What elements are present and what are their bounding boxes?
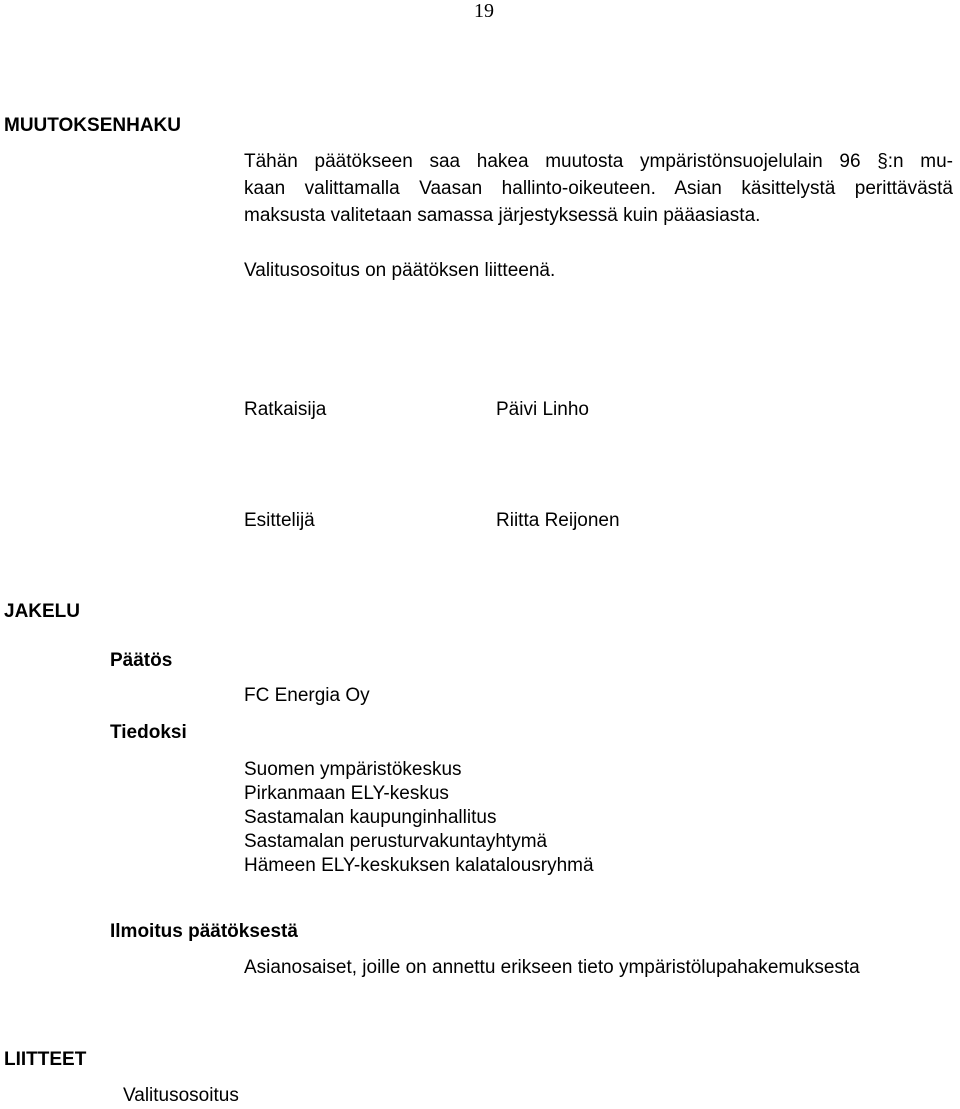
presenter-label: Esittelijä bbox=[244, 510, 315, 531]
list-item: Suomen ympäristökeskus bbox=[244, 759, 462, 780]
appeal-heading: MUUTOKSENHAKU bbox=[4, 115, 181, 136]
appeal-paragraph-line: kaan valittamalla Vaasan hallinto-oikeuteen. Asian käsittelystä perittävästä bbox=[244, 178, 953, 199]
appeal-paragraph-line: maksusta valitetaan samassa järjestyksessä kuin pääasiasta. bbox=[244, 205, 761, 226]
attachment-item: Valitusosoitus bbox=[123, 1085, 239, 1106]
notice-text: Asianosaiset, joille on annettu erikseen tieto ympäristölupahakemuksesta bbox=[244, 957, 860, 978]
info-label: Tiedoksi bbox=[110, 722, 187, 743]
list-item: Sastamalan perusturvakuntayhtymä bbox=[244, 831, 548, 852]
decider-label: Ratkaisija bbox=[244, 399, 327, 420]
notice-label: Ilmoitus päätöksestä bbox=[110, 921, 298, 942]
list-item: Pirkanmaan ELY-keskus bbox=[244, 783, 449, 804]
presenter-name: Riitta Reijonen bbox=[496, 510, 620, 531]
appeal-paragraph bbox=[244, 148, 953, 229]
info-recipient-list bbox=[244, 758, 594, 878]
decider-name: Päivi Linho bbox=[496, 399, 589, 420]
attachments-heading: LIITTEET bbox=[4, 1049, 87, 1070]
decision-recipient: FC Energia Oy bbox=[244, 685, 370, 706]
distribution-heading: JAKELU bbox=[4, 601, 81, 622]
decision-label: Päätös bbox=[110, 650, 173, 671]
list-item: Hämeen ELY-keskuksen kalatalousryhmä bbox=[244, 855, 594, 876]
appeal-note: Valitusosoitus on päätöksen liitteenä. bbox=[244, 260, 556, 281]
page-number: 19 bbox=[474, 0, 494, 22]
appeal-paragraph-line: Tähän päätökseen saa hakea muutosta ympäristönsuojelulain 96 §:n mu- bbox=[244, 151, 953, 172]
list-item: Sastamalan kaupunginhallitus bbox=[244, 807, 497, 828]
